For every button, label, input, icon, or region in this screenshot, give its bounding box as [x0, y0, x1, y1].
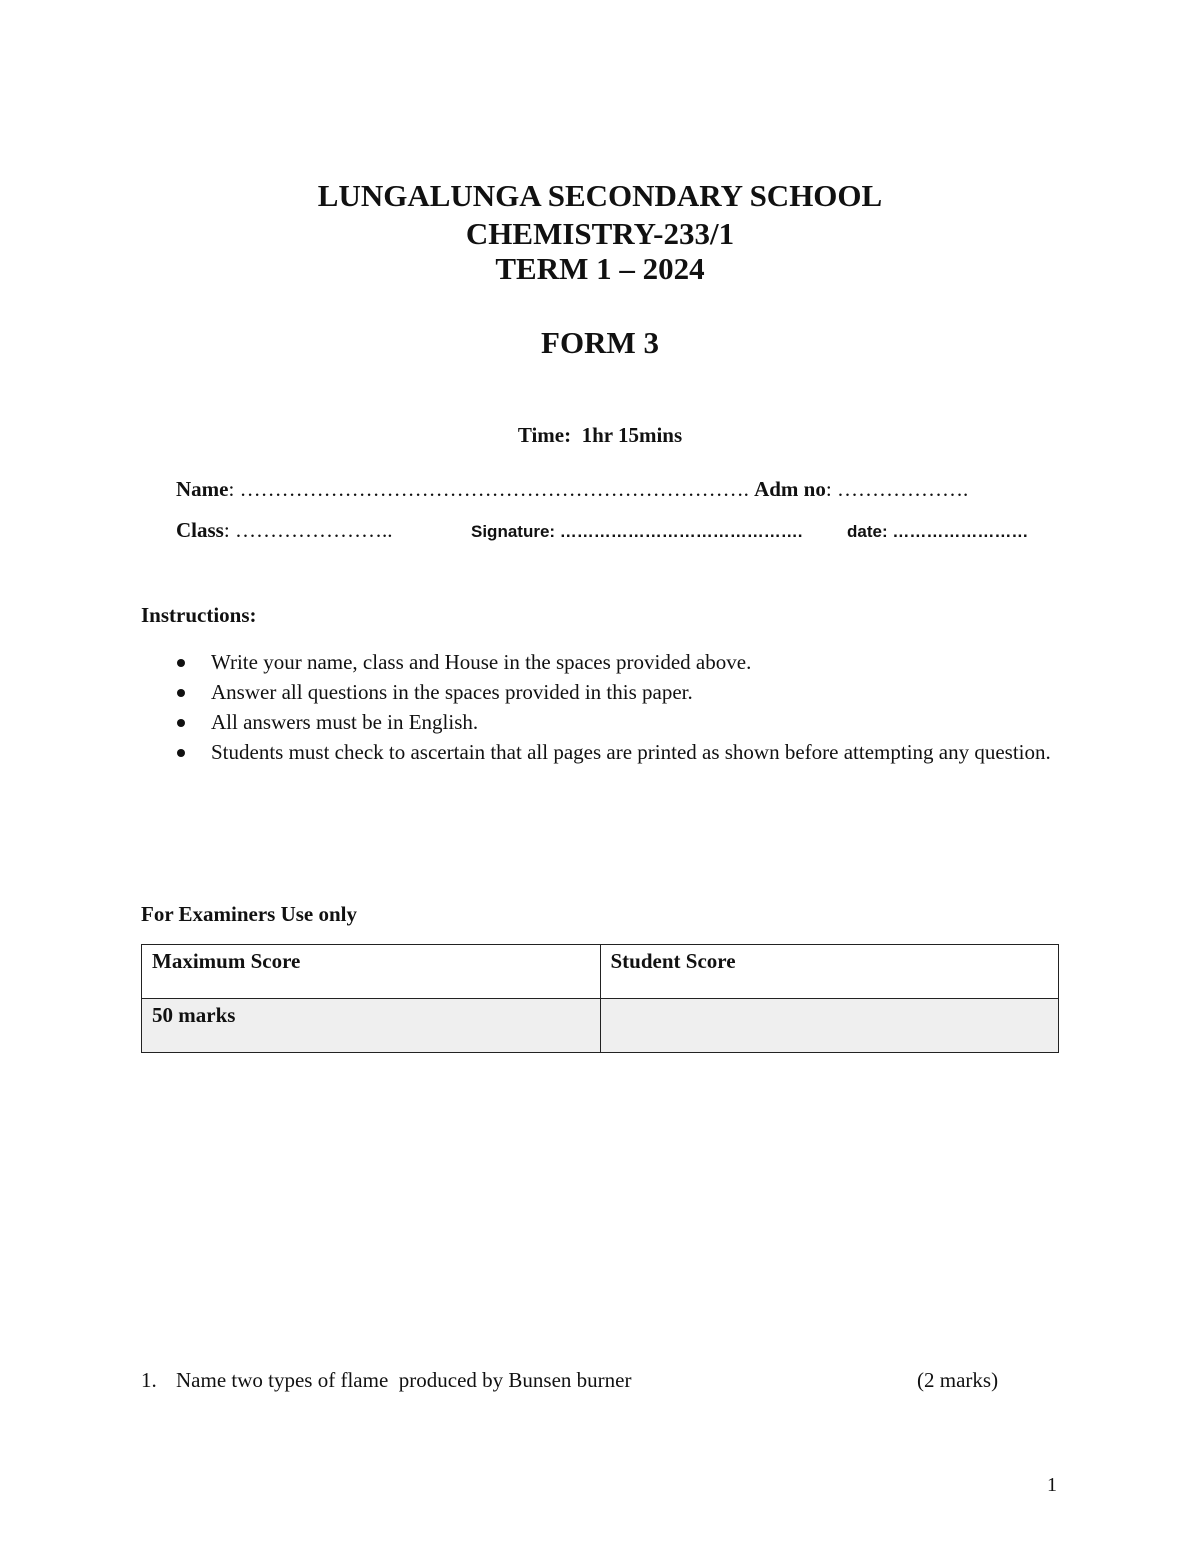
- instruction-item: Answer all questions in the spaces provided in this paper.: [141, 678, 1071, 707]
- adm-no-field[interactable]: : ……………….: [825, 477, 969, 501]
- signature-label: Signature:: [471, 522, 556, 541]
- question-number: 1.: [141, 1368, 157, 1392]
- class-row: [176, 518, 392, 543]
- table-header-row: [142, 945, 1059, 999]
- max-score-value: 50 marks: [142, 999, 601, 1053]
- name-field[interactable]: : ……………………………………………………………….: [228, 477, 749, 501]
- student-score-cell[interactable]: [600, 999, 1059, 1053]
- max-score-header: Maximum Score: [142, 945, 601, 999]
- bullet-icon: [177, 719, 185, 727]
- date-row: [847, 522, 1028, 542]
- bullet-icon: [177, 659, 185, 667]
- time-label: Time:: [517, 423, 572, 447]
- exam-term: TERM 1 – 2024: [495, 251, 705, 286]
- class-label: Class: [176, 518, 224, 542]
- date-field[interactable]: ……………………: [892, 522, 1029, 541]
- instructions-heading: Instructions:: [141, 603, 257, 627]
- instructions-list: [141, 648, 1071, 768]
- score-table: [141, 944, 1059, 1053]
- instruction-item: Write your name, class and House in the spaces provided above.: [141, 648, 1071, 677]
- signature-row: [471, 522, 803, 542]
- adm-no-label: Adm no: [754, 477, 826, 501]
- examiners-heading: For Examiners Use only: [141, 902, 358, 926]
- subject-code: CHEMISTRY-233/1: [465, 216, 735, 251]
- class-field[interactable]: : …………………..: [223, 518, 393, 542]
- time-allowed: [0, 423, 1200, 448]
- bullet-icon: [177, 689, 185, 697]
- question-marks: (2 marks): [917, 1368, 999, 1392]
- name-row: [176, 477, 968, 502]
- signature-field[interactable]: …………………………………….: [559, 522, 803, 541]
- student-score-header: Student Score: [600, 945, 1059, 999]
- form-level: FORM 3: [541, 325, 659, 360]
- bullet-icon: [177, 749, 185, 757]
- table-row: [142, 999, 1059, 1053]
- instruction-item: Students must check to ascertain that all pages are printed as shown before attempting any question.: [141, 738, 1071, 767]
- school-name: LUNGALUNGA SECONDARY SCHOOL: [317, 178, 883, 213]
- name-label: Name: [176, 477, 229, 501]
- page-number: 1: [1047, 1474, 1057, 1496]
- time-value: 1hr 15mins: [581, 423, 683, 447]
- date-label: date:: [847, 522, 888, 541]
- question-text: Name two types of flame produced by Bunsen burner: [176, 1368, 632, 1392]
- instruction-item: All answers must be in English.: [141, 708, 1071, 737]
